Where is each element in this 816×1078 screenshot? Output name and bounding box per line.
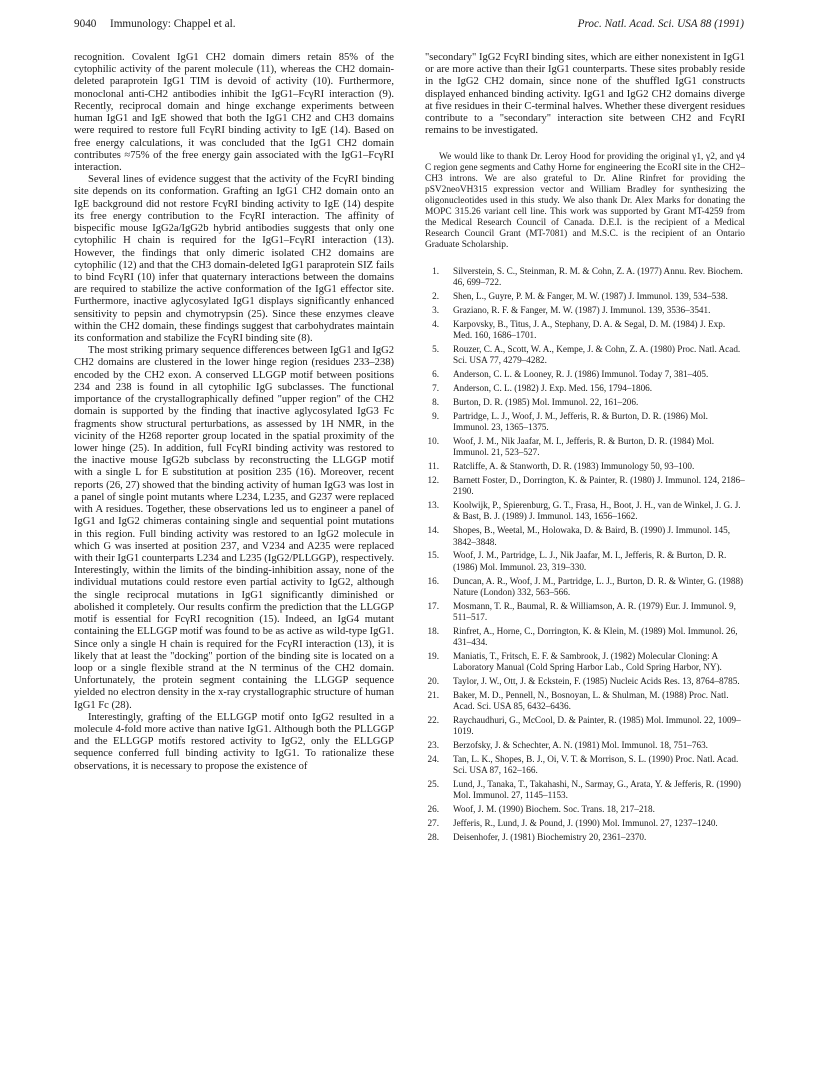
reference-number: 1. xyxy=(432,265,439,276)
reference-text: Woof, J. M., Partridge, L. J., Nik Jaafar, M. I., Jefferis, R. & Burton, D. R. (1986) Mol. Immunol. 23, 319–330. xyxy=(453,550,727,572)
reference-text: Raychaudhuri, G., McCool, D. & Painter, R. (1985) Mol. Immunol. 22, 1009–1019. xyxy=(453,714,741,737)
reference-number: 20. xyxy=(427,675,439,686)
reference-text: Shen, L., Guyre, P. M. & Fanger, M. W. (1987) J. Immunol. 139, 534–538. xyxy=(453,291,728,302)
reference-item xyxy=(425,500,745,522)
reference-text: Woof, J. M. (1990) Biochem. Soc. Trans. 18, 217–218. xyxy=(453,804,655,815)
reference-text: Jefferis, R., Lund, J. & Pound, J. (1990) Mol. Immunol. 27, 1237–1240. xyxy=(453,818,718,829)
reference-number: 18. xyxy=(427,625,439,636)
reference-number: 10. xyxy=(427,436,439,447)
reference-text: Rinfret, A., Horne, C., Dorrington, K. & Klein, M. (1989) Mol. Immunol. 26, 431–434. xyxy=(453,625,738,647)
reference-number: 2. xyxy=(432,291,439,302)
reference-number: 19. xyxy=(427,650,439,661)
reference-text: Duncan, A. R., Woof, J. M., Partridge, L. J., Burton, D. R. & Winter, G. (1988) Nature (London) 332, 563–566. xyxy=(453,575,744,597)
reference-number: 15. xyxy=(427,550,439,561)
reference-number: 8. xyxy=(432,397,439,408)
reference-item xyxy=(425,344,745,366)
reference-text: Taylor, J. W., Ott, J. & Eckstein, F. (1985) Nucleic Acids Res. 13, 8764–8785. xyxy=(453,675,740,686)
reference-number: 5. xyxy=(432,344,439,355)
reference-item xyxy=(425,475,745,497)
reference-item xyxy=(425,383,745,394)
reference-number: 22. xyxy=(427,714,439,725)
reference-number: 24. xyxy=(427,754,439,764)
reference-text: Mosmann, T. R., Baumal, R. & Williamson, A. R. (1979) Eur. J. Immunol. 9, 511–517. xyxy=(453,600,736,622)
reference-item xyxy=(425,436,745,458)
reference-text: Graziano, R. F. & Fanger, M. W. (1987) J. Immunol. 139, 3536–3541. xyxy=(453,305,711,316)
reference-number: 26. xyxy=(427,804,439,815)
reference-text: Burton, D. R. (1985) Mol. Immunol. 22, 161–206. xyxy=(453,397,639,408)
reference-number: 14. xyxy=(427,525,439,536)
reference-text: Silverstein, S. C., Steinman, R. M. & Cohn, Z. A. (1977) Annu. Rev. Biochem. 46, 699–722. xyxy=(453,265,743,288)
reference-item xyxy=(425,651,745,673)
reference-text: Koolwijk, P., Spierenburg, G. T., Frasa, H., Boot, J. H., van de Winkel, J. G. J. & Bast, B. J. (1989) J. Immunol. 143, 1656–1662. xyxy=(453,500,741,522)
reference-item xyxy=(425,779,745,801)
reference-text: Woof, J. M., Nik Jaafar, M. I., Jefferis, R. & Burton, D. R. (1984) Mol. Immunol. 21, 523–527. xyxy=(453,436,715,458)
reference-number: 13. xyxy=(427,500,439,511)
reference-item xyxy=(425,754,745,776)
reference-item xyxy=(425,601,745,623)
reference-item xyxy=(425,804,745,815)
journal-citation: Proc. Natl. Acad. Sci. USA 88 (1991) xyxy=(577,18,744,30)
reference-text: Rouzer, C. A., Scott, W. A., Kempe, J. & Cohn, Z. A. (1980) Proc. Natl. Acad. Sci. USA 77, 4279–4282. xyxy=(453,344,741,366)
body-paragraph: The most striking primary sequence differences between IgG1 and IgG2 CH2 domains are clustered in the lower hinge region (residues 233–238) encoded by the CH2 exon. A conserved LLGGP motif between positions 234 and 238 is found in all cytophilic IgG subclasses. The functional importance of the crystallographically defined "upper region" of the CH2 domain is supported by the finding that inactive aglycosylated IgG3 Fc fragments show structural perturbations, as assessed by 1H NMR, in the vicinity of the H268 reporter group located in the spatial proximity of the lower hinge (25). In addition, full FcγRI binding activity was restored to the inactive mouse IgG2b subclass by reconstructing the LLGGP motif with a single L for E substitution at position 235 (16). Moreover, recent reports (26, 27) showed that the binding activity of human IgG3 was lost in a panel of single point mutants where L234, L235, and G237 were replaced with A residues. Together, these observations led us to engineer a panel of IgG1 and IgG2 chimeras containing single and sequential point mutations in this region. Full binding activity was restored to an IgG2 molecule in which G was inserted at position 237, and V234 and A235 were replaced with their IgG1 counterparts L234 and L235 (IgG2/PLLGGP), respectively. Interestingly, within the limits of the binding-inhibition assay, none of the individual mutations could restore even partial activity to IgG2, although the single reciprocal mutations in IgG1 significantly diminished or abolished it completely. Our results confirm the prediction that the LLGGP motif is essential for FcγRI recognition (15). Indeed, an IgG4 mutant containing the ELLGGP motif was found to be as active as wild-type IgG1. Since only a single H chain is required for the FcγRI interaction (13), it is likely that at least the "docking" portion of the binding site is located on a loop or a single flexible strand at the N terminus of the CH2 domain. Unfortunately, the protein segment containing the LLGGP sequence yielded no electron density in the x-ray crystallographic structure of human IgG1 Fc (28). xyxy=(74,345,394,711)
reference-number: 27. xyxy=(427,818,439,829)
reference-number: 11. xyxy=(427,461,439,472)
running-header xyxy=(74,18,744,34)
reference-list xyxy=(425,266,745,843)
body-paragraph: Several lines of evidence suggest that the activity of the FcγRI binding site depends on its conformation. Grafting an IgG1 CH2 domain onto an IgE background did not restore FcγRI binding activity to IgE (14) despite its free energy contribution to the FcγRI interaction. The affinity of bispecific mouse IgG2a/IgG2b hybrid antibodies suggests that only one cytophilic H chain is required for the IgG1–FcγRI interaction (13). However, the findings that only dimeric isolated CH2 domains are cytophilic (12) and that the CH3 domain-deleted IgG1 paraprotein SIZ fails to bind FcγRI (10) infer that quaternary interactions between the domains are required to stabilize the active conformation of the IgG1 effector site. Furthermore, inactive aglycosylated IgG1 displays significantly enhanced sensitivity to pepsin and chymotrypsin (25). Since these enzymes cleave within the CH2 domain, these findings suggest that carbohydrates maintain its conformation and stabilize the FcγRI binding site (8). xyxy=(74,174,394,345)
reference-text: Baker, M. D., Pennell, N., Bosnoyan, L. & Shulman, M. (1988) Proc. Natl. Acad. Sci. USA 85, 6432–6436. xyxy=(453,689,729,711)
reference-item xyxy=(425,305,745,316)
right-column xyxy=(425,52,745,846)
body-paragraph: recognition. Covalent IgG1 CH2 domain dimers retain 85% of the cytophilic activity of the parent molecule (11), whereas the CH2 domain-deleted paraprotein IgG1 TIM is devoid of activity (10). Furthermore, monoclonal anti-CH2 antibodies inhibit the IgG1–FcγRI interaction (9). Recently, reciprocal domain and hinge exchange experiments between human IgG1 and IgE showed that both the IgG1 CH2 and CH3 domains were required to restore full FcγRI binding activity to IgE (14). Based on free energy calculations, it was concluded that the IgG1 CH2 domain contributes ≈75% of the free energy gain associated with the IgG1–FcγRI interaction. xyxy=(74,52,394,173)
reference-text: Deisenhofer, J. (1981) Biochemistry 20, 2361–2370. xyxy=(453,832,647,843)
reference-item xyxy=(425,626,745,648)
reference-number: 25. xyxy=(427,779,439,790)
reference-number: 16. xyxy=(427,575,439,586)
reference-item xyxy=(425,690,745,712)
reference-item xyxy=(425,266,745,288)
reference-item xyxy=(425,818,745,829)
reference-text: Barnett Foster, D., Dorrington, K. & Painter, R. (1980) J. Immunol. 124, 2186–2190. xyxy=(453,475,745,497)
reference-text: Lund, J., Tanaka, T., Takahashi, N., Sarmay, G., Arata, Y. & Jefferis, R. (1990) Mol. Immunol. 27, 1145–1153. xyxy=(453,779,741,801)
page-number: 9040 xyxy=(74,18,97,30)
reference-item xyxy=(425,525,745,547)
body-paragraph-continuation: "secondary" IgG2 FcγRI binding sites, which are either nonexistent in IgG1 or are more active than their IgG1 counterparts. These sites probably reside in the IgG2 CH2 domain, since none of the shuffled IgG1 constructs displayed enhanced binding activity. IgG1 and IgG2 CH2 domains diverge at five residues in their C-terminal halves. Whether these divergent residues contribute to a "secondary" interaction site between CH2 and FcγRI remains to be investigated. xyxy=(425,52,745,137)
reference-number: 12. xyxy=(427,475,439,486)
reference-item xyxy=(425,319,745,341)
reference-item xyxy=(425,832,745,843)
reference-number: 21. xyxy=(427,689,439,700)
body-paragraph: Interestingly, grafting of the ELLGGP motif onto IgG2 resulted in a molecule 4-fold more active than native IgG1. Although both the PLLGGP and the ELLGGP motifs restored activity to IgG2, only the ELLGGP sequence conferred full binding activity to IgG1. To rationalize these observations, it is necessary to propose the existence of xyxy=(74,711,394,772)
reference-number: 3. xyxy=(432,305,439,316)
reference-text: Shopes, B., Weetal, M., Holowaka, D. & Baird, B. (1990) J. Immunol. 145, 3842–3848. xyxy=(453,525,730,547)
reference-text: Tan, L. K., Shopes, B. J., Oi, V. T. & Morrison, S. L. (1990) Proc. Natl. Acad. Sci. USA 87, 162–166. xyxy=(453,754,739,776)
reference-item xyxy=(425,676,745,687)
reference-text: Ratcliffe, A. & Stanworth, D. R. (1983) Immunology 50, 93–100. xyxy=(453,461,695,472)
reference-item xyxy=(425,715,745,737)
reference-item xyxy=(425,576,745,598)
reference-number: 4. xyxy=(432,319,439,329)
acknowledgment: We would like to thank Dr. Leroy Hood for providing the original γ1, γ2, and γ4 C region gene segments and Cathy Horne for engineering the EcoRI site in the CH2–CH3 introns. We are also grateful to Dr. Aline Rinfret for providing the pSV2neoVH315 expression vector and William Bradley for synthesizing the oligonucleotides used in this study. We also thank Dr. Alex Marks for donating the MOPC 315.26 variant cell line. This work was supported by Grant MT-4259 from the Medical Research Council of Canada. D.E.I. is the recipient of a Medical Research Council Grant (MT-7081) and M.S.C. is the recipient of an Ontario Graduate Scholarship. xyxy=(425,151,745,250)
reference-item xyxy=(425,461,745,472)
reference-number: 6. xyxy=(432,369,439,380)
reference-text: Partridge, L. J., Woof, J. M., Jefferis, R. & Burton, D. R. (1986) Mol. Immunol. 23, 1365–1375. xyxy=(453,411,708,433)
reference-number: 7. xyxy=(432,383,439,394)
reference-item xyxy=(425,291,745,302)
reference-item xyxy=(425,397,745,408)
reference-number: 17. xyxy=(427,600,439,611)
reference-text: Berzofsky, J. & Schechter, A. N. (1981) Mol. Immunol. 18, 751–763. xyxy=(453,740,708,751)
reference-text: Anderson, C. L. (1982) J. Exp. Med. 156, 1794–1806. xyxy=(453,383,653,394)
reference-number: 9. xyxy=(432,411,439,422)
reference-number: 23. xyxy=(427,740,439,751)
reference-item xyxy=(425,550,745,572)
reference-item xyxy=(425,369,745,380)
reference-text: Karpovsky, B., Titus, J. A., Stephany, D. A. & Segal, D. M. (1984) J. Exp. Med. 160, 1686–1701. xyxy=(453,319,726,341)
reference-text: Maniatis, T., Fritsch, E. F. & Sambrook, J. (1982) Molecular Cloning: A Laboratory Manual (Cold Spring Harbor Lab., Cold Spring Harbor, NY). xyxy=(453,650,722,672)
left-column xyxy=(74,52,394,773)
reference-item xyxy=(425,740,745,751)
reference-number: 28. xyxy=(427,832,439,843)
reference-text: Anderson, C. L. & Looney, R. J. (1986) Immunol. Today 7, 381–405. xyxy=(453,369,709,380)
section-title: Immunology: Chappel et al. xyxy=(110,18,236,30)
reference-item xyxy=(425,411,745,433)
